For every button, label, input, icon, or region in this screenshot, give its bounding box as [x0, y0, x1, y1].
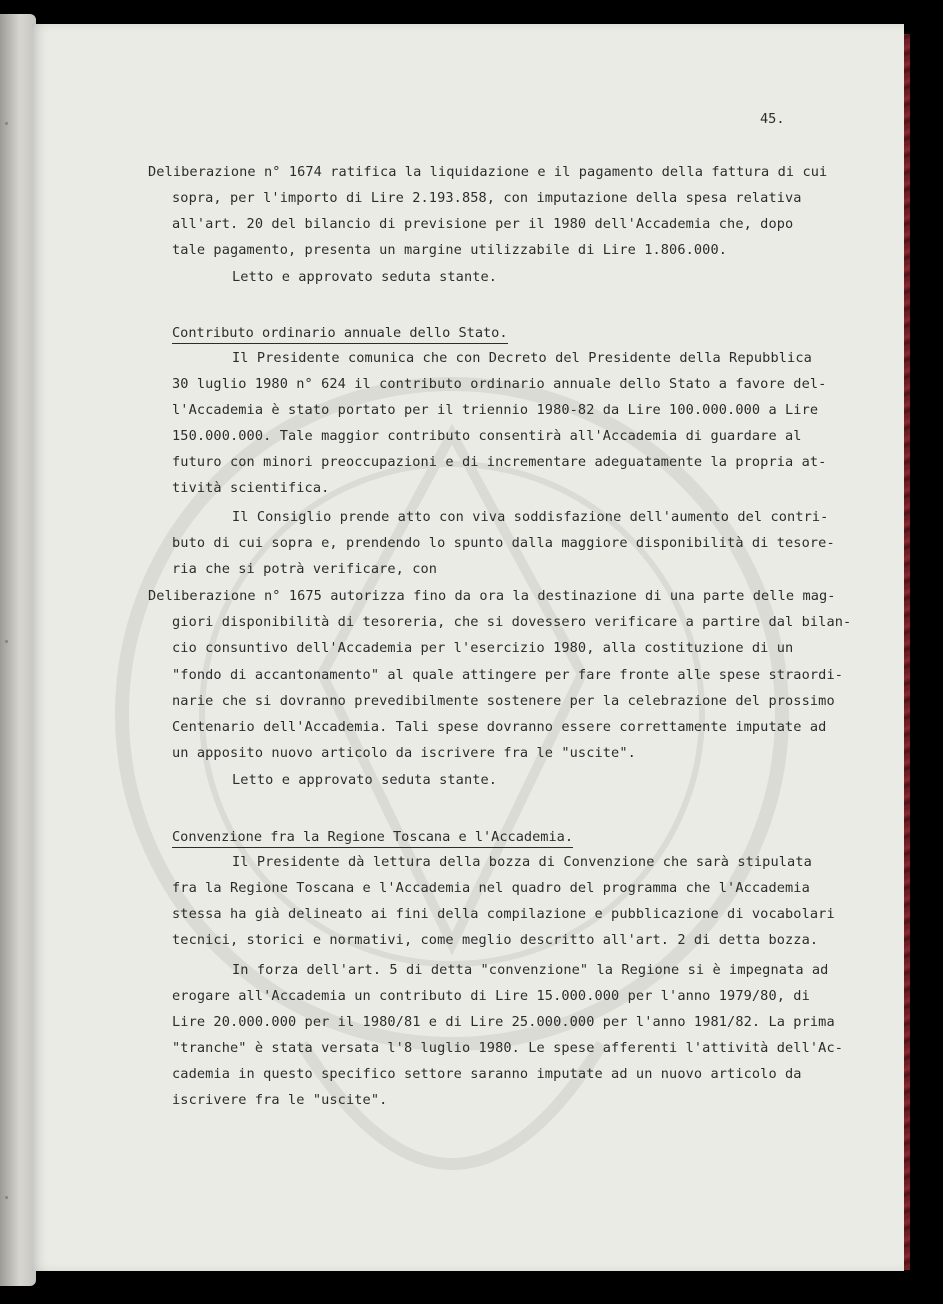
text-line: "fondo di accantonamento" al quale attingere per fare fronte alle spese straordi-: [172, 667, 844, 683]
document-page: [32, 24, 904, 1271]
text-line: buto di cui sopra e, prendendo lo spunto dalla maggiore disponibilità di tesore-: [172, 535, 835, 551]
text-line: l'Accademia è stato portato per il triennio 1980-82 da Lire 100.000.000 a Lire: [172, 402, 819, 418]
text-line: stessa ha già delineato ai fini della compilazione e pubblicazione di vocabolari: [172, 906, 835, 922]
text-line: iscrivere fra le "uscite".: [172, 1092, 388, 1108]
text-line: giori disponibilità di tesoreria, che si dovessero verificare a partire dal bilan-: [172, 614, 852, 630]
text-line: Il Consiglio prende atto con viva soddisfazione dell'aumento del contri-: [232, 509, 829, 525]
text-line: Centenario dell'Accademia. Tali spese dovranno essere correttamente imputate ad: [172, 719, 827, 735]
text-line: ria che si potrà verificare, con: [172, 561, 438, 577]
margin-mark: [5, 1196, 8, 1199]
section-heading: Convenzione fra la Regione Toscana e l'Accademia.: [172, 829, 573, 848]
text-line: Letto e approvato seduta stante.: [232, 269, 498, 285]
margin-mark: [5, 640, 8, 643]
text-line: Il Presidente dà lettura della bozza di Convenzione che sarà stipulata: [232, 854, 812, 870]
text-line: tale pagamento, presenta un margine utilizzabile di Lire 1.806.000.: [172, 242, 728, 258]
text-line: un apposito nuovo articolo da iscrivere fra le "uscite".: [172, 745, 636, 761]
text-line: futuro con minori preoccupazioni e di incrementare adeguatamente la propria at-: [172, 454, 827, 470]
margin-mark: [5, 122, 8, 125]
text-line: fra la Regione Toscana e l'Accademia nel quadro del programma che l'Accademia: [172, 880, 810, 896]
text-line: Il Presidente comunica che con Decreto del Presidente della Repubblica: [232, 350, 812, 366]
text-line: sopra, per l'importo di Lire 2.193.858, con imputazione della spesa relativa: [172, 190, 802, 206]
text-line: 150.000.000. Tale maggior contributo consentirà all'Accademia di guardare al: [172, 428, 802, 444]
text-line: cademia in questo specifico settore saranno imputate ad un nuovo articolo da: [172, 1066, 802, 1082]
text-line: In forza dell'art. 5 di detta "convenzione" la Regione si è impegnata ad: [232, 962, 829, 978]
text-line: all'art. 20 del bilancio di previsione per il 1980 dell'Accademia che, dopo: [172, 216, 794, 232]
text-line: tecnici, storici e normativi, come meglio descritto all'art. 2 di detta bozza.: [172, 932, 819, 948]
text-line: Deliberazione n° 1674 ratifica la liquidazione e il pagamento della fattura di cui: [148, 164, 828, 180]
text-line: Lire 20.000.000 per il 1980/81 e di Lire 25.000.000 per l'anno 1981/82. La prima: [172, 1014, 835, 1030]
section-heading: Contributo ordinario annuale dello Stato.: [172, 325, 508, 344]
text-line: cio consuntivo dell'Accademia per l'esercizio 1980, alla costituzione di un: [172, 640, 794, 656]
text-line: erogare all'Accademia un contributo di Lire 15.000.000 per l'anno 1979/80, di: [172, 988, 810, 1004]
text-line: 30 luglio 1980 n° 624 il contributo ordinario annuale dello Stato a favore del-: [172, 376, 827, 392]
text-line: Deliberazione n° 1675 autorizza fino da ora la destinazione di una parte delle mag-: [148, 588, 836, 604]
text-line: "tranche" è stata versata l'8 luglio 1980. Le spese afferenti l'attività dell'Ac-: [172, 1040, 844, 1056]
text-line: Letto e approvato seduta stante.: [232, 772, 498, 788]
facing-page-edge: [0, 14, 36, 1286]
text-line: narie che si dovranno prevedibilmente sostenere per la celebrazione del prossimo: [172, 693, 835, 709]
page-number: 45.: [760, 111, 785, 127]
text-line: tività scientifica.: [172, 480, 330, 496]
